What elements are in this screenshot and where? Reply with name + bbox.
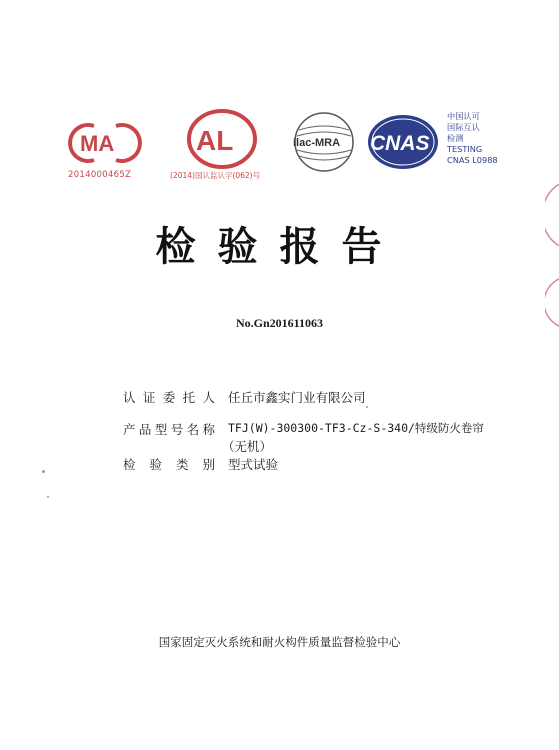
cma-logo-text: MA bbox=[80, 131, 115, 156]
inspection-type-label: 检验类别 bbox=[123, 457, 215, 472]
edge-seal-mark bbox=[545, 275, 559, 330]
cma-number: 2014000465Z bbox=[68, 170, 132, 180]
report-number: No.Gn201611063 bbox=[235, 316, 323, 330]
report-title: 检验报告 bbox=[155, 224, 404, 270]
cal-caption: (2014)国认监认字(062)号 bbox=[170, 171, 261, 180]
cal-logo bbox=[174, 108, 270, 170]
product-value-continued: （无机） bbox=[222, 439, 273, 454]
issuing-organization: 国家固定灭火系统和耐火构件质量监督检验中心 bbox=[158, 635, 401, 649]
cnas-line: CNAS L0988 bbox=[447, 155, 498, 165]
client-value: 任丘市鑫实门业有限公司 bbox=[228, 390, 366, 405]
inspection-type-value: 型式试验 bbox=[228, 457, 279, 472]
cma-logo bbox=[66, 118, 144, 168]
cnas-line: TESTING bbox=[447, 144, 483, 154]
product-value: TFJ(W)-300300-TF3-Cz-S-340/特级防火卷帘 bbox=[228, 421, 484, 435]
product-label: 产品型号名称 bbox=[123, 422, 215, 437]
scan-speck bbox=[42, 470, 45, 473]
cnas-logo bbox=[366, 112, 440, 172]
cnas-line: 检测 bbox=[447, 133, 464, 143]
client-label: 认证委托人 bbox=[123, 390, 215, 405]
edge-seal-mark bbox=[545, 180, 559, 250]
ilac-mra-text: ilac-MRA bbox=[293, 137, 341, 149]
cnas-logo-text: CNAS bbox=[370, 132, 430, 155]
ilac-mra-logo bbox=[289, 110, 359, 174]
cnas-accreditation-text bbox=[447, 111, 498, 166]
scan-speck bbox=[47, 496, 49, 498]
cal-logo-text: AL bbox=[196, 125, 234, 156]
cnas-line: 中国认可 bbox=[447, 111, 480, 121]
cnas-line: 国际互认 bbox=[447, 122, 480, 132]
scan-speck bbox=[366, 406, 368, 408]
